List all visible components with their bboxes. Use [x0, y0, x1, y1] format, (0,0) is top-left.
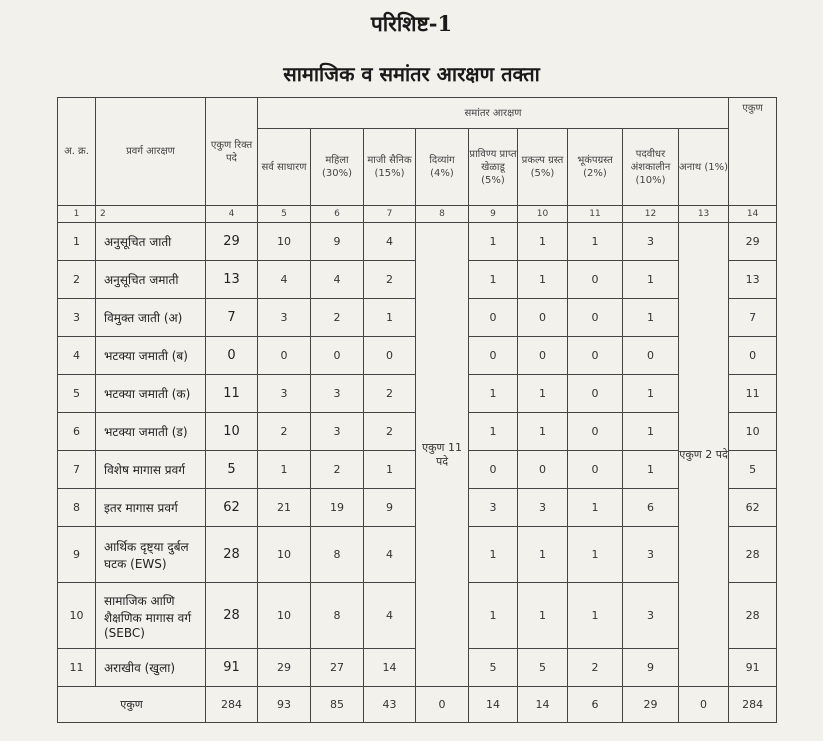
row-category: विमुक्त जाती (अ) [96, 299, 206, 337]
row-project: 5 [518, 649, 568, 687]
row-women: 2 [311, 299, 364, 337]
header-orphan: अनाथ (1%) [679, 129, 729, 206]
totals-orphan: 0 [679, 687, 729, 723]
row-women: 8 [311, 527, 364, 583]
row-total: 5 [729, 451, 777, 489]
row-sports: 1 [469, 583, 518, 649]
row-graduate: 3 [623, 583, 679, 649]
row-general: 10 [258, 527, 311, 583]
row-sports: 1 [469, 375, 518, 413]
row-project: 1 [518, 375, 568, 413]
row-sports: 1 [469, 261, 518, 299]
totals-sports: 14 [469, 687, 518, 723]
row-earthquake: 1 [568, 583, 623, 649]
row-earthquake: 1 [568, 489, 623, 527]
row-exservice: 9 [364, 489, 416, 527]
row-general: 29 [258, 649, 311, 687]
column-number: 10 [518, 206, 568, 223]
row-graduate: 3 [623, 223, 679, 261]
row-total: 28 [729, 527, 777, 583]
row-category: अनुसूचित जमाती [96, 261, 206, 299]
header-earthquake: भूकंपग्रस्त (2%) [568, 129, 623, 206]
row-vacancies: 62 [206, 489, 258, 527]
row-sports: 1 [469, 527, 518, 583]
row-earthquake: 2 [568, 649, 623, 687]
row-earthquake: 1 [568, 223, 623, 261]
row-project: 0 [518, 299, 568, 337]
row-vacancies: 0 [206, 337, 258, 375]
row-exservice: 2 [364, 413, 416, 451]
row-sr: 1 [58, 223, 96, 261]
row-total: 10 [729, 413, 777, 451]
row-vacancies: 11 [206, 375, 258, 413]
row-sports: 0 [469, 451, 518, 489]
header-category: प्रवर्ग आरक्षण [96, 98, 206, 206]
row-exservice: 1 [364, 299, 416, 337]
row-sports: 1 [469, 413, 518, 451]
row-general: 1 [258, 451, 311, 489]
row-project: 1 [518, 261, 568, 299]
row-sr: 7 [58, 451, 96, 489]
orphan-merged-cell: एकुण 2 पदे [679, 223, 729, 687]
row-sports: 0 [469, 337, 518, 375]
row-project: 1 [518, 583, 568, 649]
header-general: सर्व साधारण [258, 129, 311, 206]
totals-graduate: 29 [623, 687, 679, 723]
row-exservice: 4 [364, 527, 416, 583]
header-total: एकुण [729, 98, 777, 206]
row-graduate: 0 [623, 337, 679, 375]
row-graduate: 9 [623, 649, 679, 687]
row-category: भटक्या जमाती (ब) [96, 337, 206, 375]
column-number: 7 [364, 206, 416, 223]
header-parallel-reservation: समांतर आरक्षण [258, 98, 729, 129]
column-number: 4 [206, 206, 258, 223]
row-earthquake: 0 [568, 299, 623, 337]
row-sports: 0 [469, 299, 518, 337]
row-total: 11 [729, 375, 777, 413]
row-women: 9 [311, 223, 364, 261]
row-project: 1 [518, 223, 568, 261]
row-general: 3 [258, 375, 311, 413]
row-category: अराखीव (खुला) [96, 649, 206, 687]
row-vacancies: 7 [206, 299, 258, 337]
header-sr: अ. क्र. [58, 98, 96, 206]
row-graduate: 1 [623, 451, 679, 489]
row-women: 3 [311, 413, 364, 451]
row-women: 3 [311, 375, 364, 413]
row-graduate: 1 [623, 299, 679, 337]
totals-vacancies: 284 [206, 687, 258, 723]
column-number: 2 [96, 206, 206, 223]
header-graduate: पदवीधर अंशकालीन (10%) [623, 129, 679, 206]
row-earthquake: 0 [568, 261, 623, 299]
reservation-table [57, 97, 777, 723]
row-project: 0 [518, 451, 568, 489]
row-women: 0 [311, 337, 364, 375]
row-vacancies: 91 [206, 649, 258, 687]
row-category: भटक्या जमाती (ड) [96, 413, 206, 451]
totals-women: 85 [311, 687, 364, 723]
column-number: 14 [729, 206, 777, 223]
column-number: 6 [311, 206, 364, 223]
row-sports: 3 [469, 489, 518, 527]
row-sports: 5 [469, 649, 518, 687]
row-sr: 9 [58, 527, 96, 583]
header-disabled: दिव्यांग (4%) [416, 129, 469, 206]
row-project: 0 [518, 337, 568, 375]
row-sr: 6 [58, 413, 96, 451]
row-earthquake: 0 [568, 375, 623, 413]
header-vacancies: एकुण रिक्त पदे [206, 98, 258, 206]
row-vacancies: 28 [206, 527, 258, 583]
row-category: आर्थिक दृष्ट्या दुर्बल घटक (EWS) [96, 527, 206, 583]
row-total: 0 [729, 337, 777, 375]
totals-general: 93 [258, 687, 311, 723]
table-row [58, 223, 777, 261]
totals-disabled: 0 [416, 687, 469, 723]
column-number-row [58, 206, 777, 223]
column-number: 8 [416, 206, 469, 223]
header-sports: प्राविण्य प्राप्त खेळाडू (5%) [469, 129, 518, 206]
column-number: 13 [679, 206, 729, 223]
row-sr: 5 [58, 375, 96, 413]
row-earthquake: 1 [568, 527, 623, 583]
row-graduate: 1 [623, 261, 679, 299]
row-sr: 10 [58, 583, 96, 649]
row-exservice: 4 [364, 223, 416, 261]
page-title: परिशिष्ट-1 [370, 11, 453, 36]
row-earthquake: 0 [568, 451, 623, 489]
row-graduate: 3 [623, 527, 679, 583]
row-vacancies: 13 [206, 261, 258, 299]
row-total: 91 [729, 649, 777, 687]
row-general: 2 [258, 413, 311, 451]
row-project: 1 [518, 527, 568, 583]
row-women: 19 [311, 489, 364, 527]
row-vacancies: 5 [206, 451, 258, 489]
totals-exservice: 43 [364, 687, 416, 723]
row-general: 4 [258, 261, 311, 299]
totals-earthquake: 6 [568, 687, 623, 723]
totals-total: 284 [729, 687, 777, 723]
row-category: भटक्या जमाती (क) [96, 375, 206, 413]
column-number: 9 [469, 206, 518, 223]
row-total: 62 [729, 489, 777, 527]
row-earthquake: 0 [568, 413, 623, 451]
row-vacancies: 10 [206, 413, 258, 451]
column-number: 12 [623, 206, 679, 223]
row-general: 3 [258, 299, 311, 337]
row-general: 21 [258, 489, 311, 527]
row-exservice: 2 [364, 375, 416, 413]
row-general: 10 [258, 223, 311, 261]
row-category: सामाजिक आणि शैक्षणिक मागास वर्ग (SEBC) [96, 583, 206, 649]
row-exservice: 2 [364, 261, 416, 299]
row-vacancies: 29 [206, 223, 258, 261]
row-vacancies: 28 [206, 583, 258, 649]
row-total: 28 [729, 583, 777, 649]
page-subtitle: सामाजिक व समांतर आरक्षण तक्ता [283, 62, 540, 86]
row-women: 27 [311, 649, 364, 687]
row-project: 3 [518, 489, 568, 527]
row-total: 29 [729, 223, 777, 261]
disabled-merged-cell: एकुण 11 पदे [416, 223, 469, 687]
totals-project: 14 [518, 687, 568, 723]
row-sr: 11 [58, 649, 96, 687]
row-total: 13 [729, 261, 777, 299]
column-number: 11 [568, 206, 623, 223]
row-women: 4 [311, 261, 364, 299]
row-project: 1 [518, 413, 568, 451]
row-graduate: 6 [623, 489, 679, 527]
row-exservice: 14 [364, 649, 416, 687]
header-women: महिला (30%) [311, 129, 364, 206]
row-general: 10 [258, 583, 311, 649]
row-category: अनुसूचित जाती [96, 223, 206, 261]
row-graduate: 1 [623, 375, 679, 413]
header-project: प्रकल्प ग्रस्त (5%) [518, 129, 568, 206]
column-number: 1 [58, 206, 96, 223]
row-category: विशेष मागास प्रवर्ग [96, 451, 206, 489]
row-graduate: 1 [623, 413, 679, 451]
column-number: 5 [258, 206, 311, 223]
row-exservice: 1 [364, 451, 416, 489]
header-exservice: माजी सैनिक (15%) [364, 129, 416, 206]
row-women: 8 [311, 583, 364, 649]
row-women: 2 [311, 451, 364, 489]
row-total: 7 [729, 299, 777, 337]
row-sr: 8 [58, 489, 96, 527]
row-earthquake: 0 [568, 337, 623, 375]
row-sports: 1 [469, 223, 518, 261]
row-exservice: 0 [364, 337, 416, 375]
row-sr: 4 [58, 337, 96, 375]
row-category: इतर मागास प्रवर्ग [96, 489, 206, 527]
totals-row [58, 687, 777, 723]
row-general: 0 [258, 337, 311, 375]
totals-label: एकुण [58, 687, 206, 723]
row-exservice: 4 [364, 583, 416, 649]
row-sr: 3 [58, 299, 96, 337]
row-sr: 2 [58, 261, 96, 299]
